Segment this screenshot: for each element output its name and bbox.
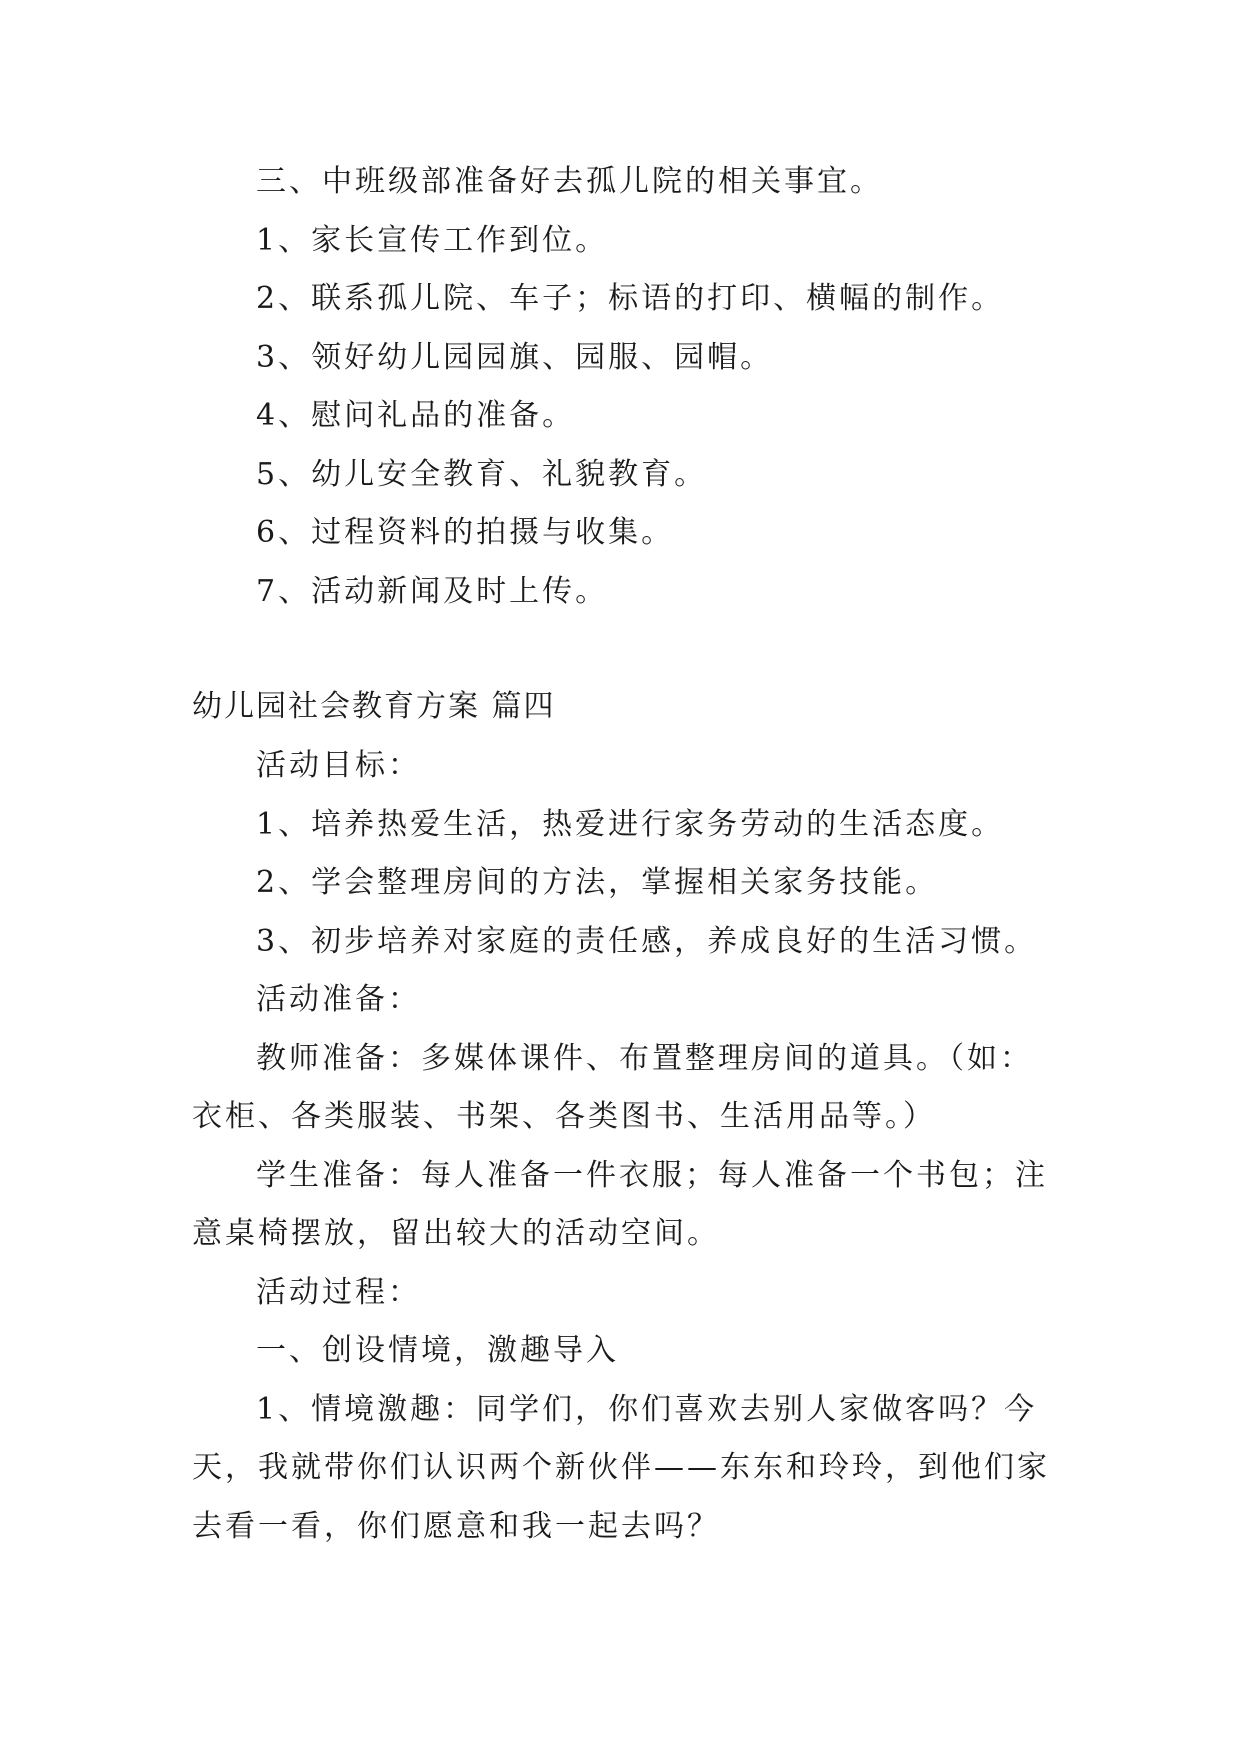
goal-item: 2、学会整理房间的方法，掌握相关家务技能。 [256, 865, 939, 900]
section-heading: 三、中班级部准备好去孤儿院的相关事宜。 [256, 164, 883, 199]
prep-label: 活动准备： [256, 982, 421, 1017]
step-text-line: 去看一看，你们愿意和我一起去吗？ [192, 1509, 720, 1544]
student-prep-line: 学生准备：每人准备一件衣服；每人准备一个书包；注 [256, 1158, 1048, 1193]
teacher-prep-line: 衣柜、各类服装、书架、各类图书、生活用品等。） [192, 1099, 936, 1134]
step-heading: 一、创设情境，激趣导入 [256, 1333, 619, 1368]
process-label: 活动过程： [256, 1275, 421, 1310]
goal-item: 1、培养热爱生活，热爱进行家务劳动的生活态度。 [256, 807, 1005, 842]
list-item: 5、幼儿安全教育、礼貌教育。 [256, 457, 708, 492]
list-item: 7、活动新闻及时上传。 [256, 574, 609, 609]
list-item: 1、家长宣传工作到位。 [256, 223, 609, 258]
goals-label: 活动目标： [256, 748, 421, 783]
part-title: 幼儿园社会教育方案 篇四 [192, 689, 556, 724]
teacher-prep-line: 教师准备：多媒体课件、布置整理房间的道具。（如： [256, 1041, 1033, 1076]
list-item: 6、过程资料的拍摄与收集。 [256, 515, 675, 550]
list-item: 3、领好幼儿园园旗、园服、园帽。 [256, 340, 774, 375]
goal-item: 3、初步培养对家庭的责任感，养成良好的生活习惯。 [256, 924, 1038, 959]
list-item: 4、慰问礼品的准备。 [256, 398, 576, 433]
student-prep-line: 意桌椅摆放，留出较大的活动空间。 [192, 1216, 720, 1251]
step-text-line: 天，我就带你们认识两个新伙伴——东东和玲玲，到他们家 [192, 1450, 1050, 1485]
step-text-line: 1、情境激趣：同学们，你们喜欢去别人家做客吗？今 [256, 1392, 1038, 1427]
list-item: 2、联系孤儿院、车子；标语的打印、横幅的制作。 [256, 281, 1005, 316]
